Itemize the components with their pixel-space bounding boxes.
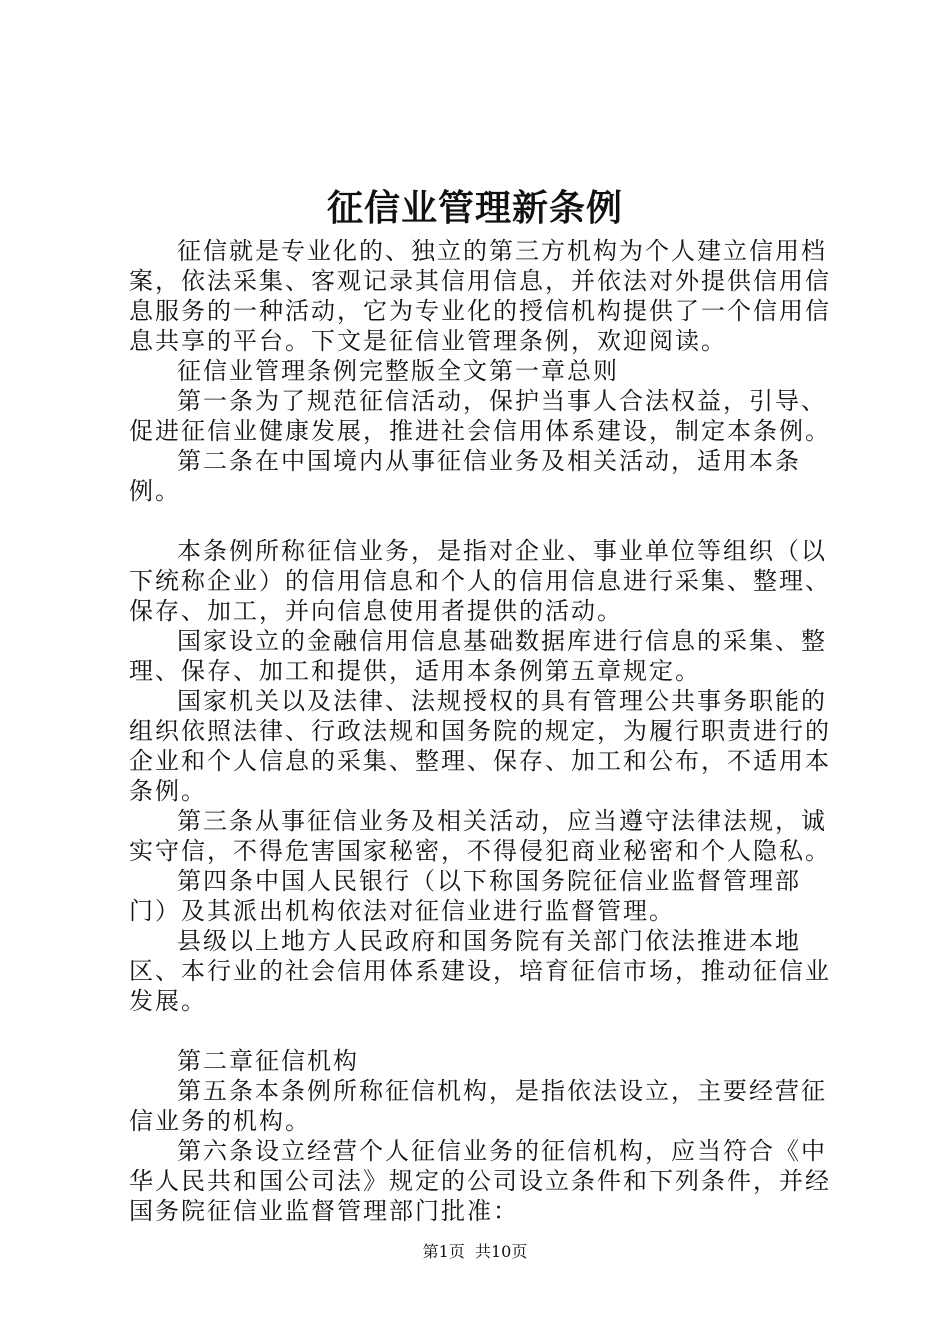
paragraph-intro: 征信就是专业化的、独立的第三方机构为个人建立信用档案，依法采集、客观记录其信用信息，并依法对外提供信用信息服务的一种活动，它为专业化的授信机构提供了一个信用信息共享的平台。下文是征信业管理条例，欢迎阅读。 — [129, 237, 831, 355]
paragraph-spacer — [129, 1016, 834, 1046]
paragraph-article-3: 第三条从事征信业务及相关活动，应当遵守法律法规，诚实守信，不得危害国家秘密，不得侵犯商业秘密和个人隐私。 — [129, 807, 831, 865]
paragraph-article-2-exemption: 国家机关以及法律、法规授权的具有管理公共事务职能的组织依照法律、行政法规和国务院的规定，为履行职责进行的企业和个人信息的采集、整理、保存、加工和公布，不适用本条例。 — [129, 687, 831, 805]
paragraph-article-2-definition: 本条例所称征信业务，是指对企业、事业单位等组织（以下统称企业）的信用信息和个人的信用信息进行采集、整理、保存、加工，并向信息使用者提供的活动。 — [129, 537, 831, 625]
page-title: 征信业管理新条例 — [326, 187, 623, 229]
paragraph-article-1: 第一条为了规范征信活动，保护当事人合法权益，引导、促进征信业健康发展，推进社会信用体系建设，制定本条例。 — [129, 387, 831, 445]
paragraph-article-2: 第二条在中国境内从事征信业务及相关活动，适用本条例。 — [129, 447, 801, 505]
paragraph-article-5: 第五条本条例所称征信机构，是指依法设立，主要经营征信业务的机构。 — [129, 1077, 827, 1135]
paragraph-spacer — [129, 506, 834, 536]
page-number: 第1页 共10页 — [422, 1242, 528, 1261]
paragraph-chapter-1-heading: 征信业管理条例完整版全文第一章总则 — [177, 357, 619, 385]
paragraph-article-2-database: 国家设立的金融信用信息基础数据库进行信息的采集、整理、保存、加工和提供，适用本条例第五章规定。 — [129, 627, 827, 685]
page-footer — [0, 1240, 950, 1264]
paragraph-article-4: 第四条中国人民银行（以下称国务院征信业监督管理部门）及其派出机构依法对征信业进行监督管理。 — [129, 867, 801, 925]
paragraph-article-4-local: 县级以上地方人民政府和国务院有关部门依法推进本地区、本行业的社会信用体系建设，培育征信市场，推动征信业发展。 — [129, 927, 831, 1015]
paragraph-chapter-2-heading: 第二章征信机构 — [177, 1047, 359, 1075]
document-body — [129, 236, 834, 1226]
paragraph-article-6: 第六条设立经营个人征信业务的征信机构，应当符合《中华人民共和国公司法》规定的公司设立条件和下列条件，并经国务院征信业监督管理部门批准： — [129, 1137, 831, 1225]
